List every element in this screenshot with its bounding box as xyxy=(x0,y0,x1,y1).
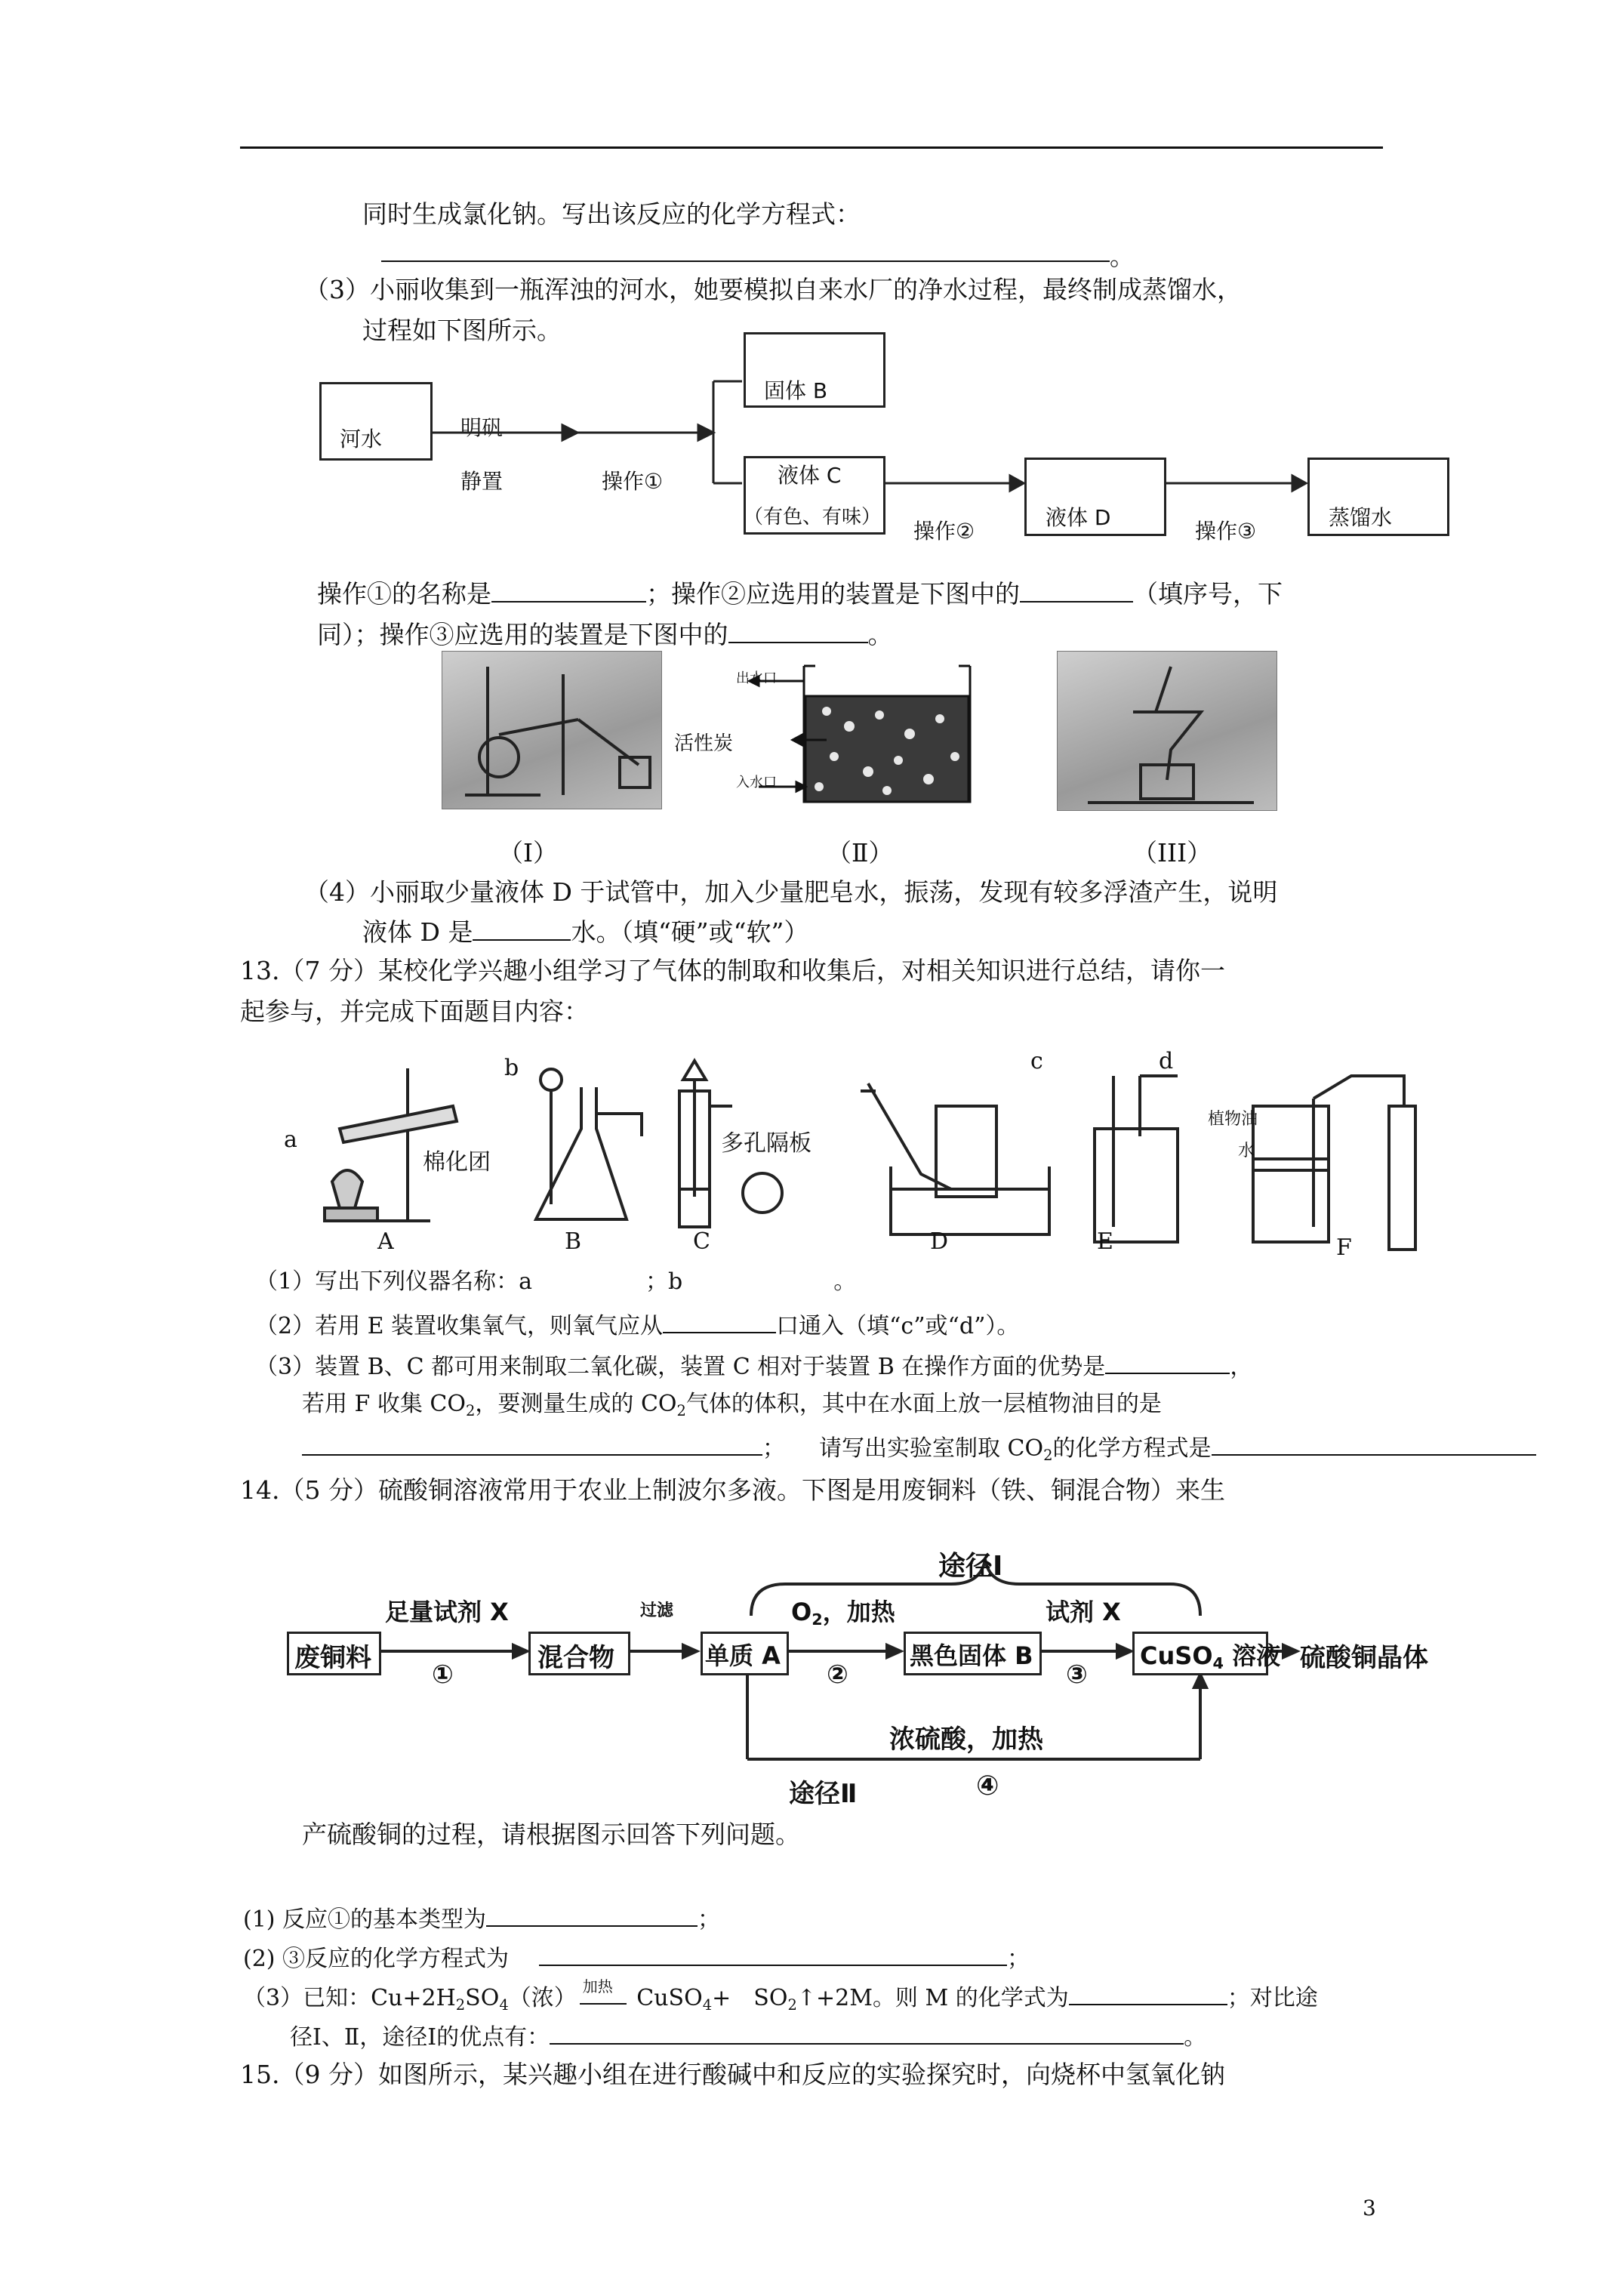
step2-label: ② xyxy=(827,1660,848,1690)
filtration-photo xyxy=(1057,651,1277,811)
q13-sub1 xyxy=(255,1267,856,1297)
q4-line2 xyxy=(362,915,808,949)
so2-text: + SO xyxy=(712,1985,788,2011)
sub2-b: 口通入（填“c”或“d”）。 xyxy=(776,1313,1020,1339)
page-number: 3 xyxy=(1363,2196,1376,2220)
sub3d-blank2[interactable] xyxy=(1212,1430,1536,1456)
q14-sub3-line2-blank[interactable] xyxy=(550,2019,1184,2045)
q14-sub1-blank[interactable] xyxy=(486,1901,698,1927)
fig-A: A xyxy=(377,1228,394,1255)
sub-2: 2 xyxy=(455,1996,466,2014)
sub3c-pre: 若用 F 收集 CO xyxy=(302,1391,466,1417)
sub-2: 2 xyxy=(465,1401,476,1419)
op1-blank[interactable] xyxy=(491,577,646,603)
alum-label: 明矾 xyxy=(460,415,504,440)
q14-sub3-pre: （3）已知：Cu+2H xyxy=(243,1985,456,2011)
ask-op2: ；操作②应选用的装置是下图中的 xyxy=(646,579,1020,609)
q14-sub3-line2 xyxy=(290,2019,1206,2053)
sub3-b: ， xyxy=(1230,1354,1253,1380)
sub2-a: （2）若用 E 装置收集氧气，则氧气应从 xyxy=(255,1313,664,1339)
sub3c-post: 气体的体积，其中在水面上放一层植物油目的是 xyxy=(685,1391,1162,1417)
q3-ask2 xyxy=(317,618,893,652)
o2heat-label xyxy=(791,1593,895,1629)
q14-sub3-line2-b: 。 xyxy=(1184,2024,1207,2051)
liquidD-label: 液体 D xyxy=(1046,505,1111,530)
step4-label: ④ xyxy=(976,1771,999,1801)
q3-ask1 xyxy=(317,577,1283,611)
q14-sub3-rest: ↑+2M。则 M 的化学式为 xyxy=(796,1985,1069,2011)
o2-text: O xyxy=(791,1598,812,1626)
reagentX-label: 足量试剂 X xyxy=(385,1598,509,1626)
q14-sub2-blank[interactable] xyxy=(539,1940,1007,1966)
q4-line1: （4）小丽取少量液体 D 于试管中，加入少量肥皂水，振荡，发现有较多浮渣产生，说明 xyxy=(304,877,1278,907)
q3-line1: （3）小丽收集到一瓶浑浊的河水，她要模拟自来水厂的净水过程，最终制成蒸馏水， xyxy=(304,275,1242,304)
sub3c-mid: ，要测量生成的 CO xyxy=(475,1391,677,1417)
reagentX2-label: 试剂 X xyxy=(1046,1598,1121,1626)
label-d: d xyxy=(1159,1048,1174,1074)
op3-blank[interactable] xyxy=(728,618,868,643)
label-c: c xyxy=(1030,1048,1043,1074)
period: 。 xyxy=(1110,242,1135,271)
ask-end: 。 xyxy=(867,620,893,649)
op2-label: 操作② xyxy=(913,519,975,544)
label-b: b xyxy=(504,1055,519,1081)
sub1-a: （1）写出下列仪器名称：a xyxy=(255,1268,532,1295)
q4-blank[interactable] xyxy=(473,915,571,941)
q14-sub1-a: (1) 反应①的基本类型为 xyxy=(243,1906,487,1933)
q14-sub3-blank[interactable] xyxy=(1069,1980,1227,2005)
q15-line1: 15.（9 分）如图所示，某兴趣小组在进行酸碱中和反应的实验探究时，向烧杯中氢氧化钠 xyxy=(240,2060,1225,2089)
fig-B: B xyxy=(565,1228,582,1255)
cuso4-label xyxy=(1140,1637,1280,1672)
op2-blank[interactable] xyxy=(1020,577,1133,603)
sub2-blank[interactable] xyxy=(663,1308,776,1333)
label-III: （III） xyxy=(1132,838,1212,868)
sub3-blank[interactable] xyxy=(1105,1348,1230,1374)
ask-op3: 同）；操作③应选用的装置是下图中的 xyxy=(317,620,728,649)
label-II: （Ⅱ） xyxy=(827,838,894,868)
inlet-label: 入水口 xyxy=(736,775,777,791)
distillation-sketch xyxy=(442,652,661,809)
sub3d-post: 的化学方程式是 xyxy=(1052,1435,1212,1462)
op3-label: 操作③ xyxy=(1195,519,1257,544)
water-label: 水 xyxy=(1238,1142,1255,1160)
step1-label: ① xyxy=(432,1660,454,1690)
q14-sub1-b: ； xyxy=(698,1906,721,1933)
mixture-label: 混合物 xyxy=(537,1643,614,1673)
sub-4: 4 xyxy=(499,1996,509,2014)
q4-text-a: 液体 D 是 xyxy=(362,917,473,947)
q14-sub2-a: (2) ③反应的化学方程式为 xyxy=(243,1946,510,1972)
porous-label: 多孔隔板 xyxy=(721,1130,812,1157)
cuso4-text: CuSO xyxy=(1140,1641,1213,1670)
q14-sub1 xyxy=(243,1901,720,1935)
q14-sub2 xyxy=(243,1940,1030,1974)
cont-line: 同时生成氯化钠。写出该反应的化学方程式： xyxy=(362,199,861,229)
distillation-photo xyxy=(442,651,662,809)
activated-carbon-label: 活性炭 xyxy=(674,732,734,755)
heat-text: ，加热 xyxy=(822,1598,895,1626)
fig-F: F xyxy=(1336,1234,1352,1261)
q14-sub3 xyxy=(243,1977,1318,2020)
step3-label: ③ xyxy=(1066,1660,1088,1690)
q14-sub3-line2-a: 径Ⅰ、Ⅱ，途径Ⅰ的优点有： xyxy=(290,2024,550,2051)
cotton-label: 棉化团 xyxy=(423,1149,491,1176)
blackB-label: 黑色固体 B xyxy=(910,1641,1033,1670)
q4-text-b: 水。（填“硬”或“软”） xyxy=(571,917,809,947)
filter-label: 过滤 xyxy=(640,1601,674,1620)
q13-sub3 xyxy=(255,1348,1252,1382)
river-label: 河水 xyxy=(340,427,383,451)
elementA-label: 单质 A xyxy=(705,1641,781,1670)
solidB-label: 固体 B xyxy=(764,378,828,403)
carbon-filter-figure xyxy=(736,651,978,809)
q13-line1: 13.（7 分）某校化学兴趣小组学习了气体的制取和收集后，对相关知识进行总结，请你一 xyxy=(240,956,1225,985)
sub3d-blank[interactable] xyxy=(302,1430,762,1456)
scrap-label: 废铜料 xyxy=(294,1643,371,1673)
q14-line2: 产硫酸铜的过程，请根据图示回答下列问题。 xyxy=(302,1820,800,1849)
liquidC-label: 液体 C xyxy=(778,463,842,488)
q14-sub2-b: ； xyxy=(1007,1946,1030,1972)
q13-sub3d xyxy=(302,1430,1536,1471)
q13-sub3c xyxy=(302,1389,1162,1426)
distilled-label: 蒸馏水 xyxy=(1329,505,1393,530)
conc-label: 浓硫酸，加热 xyxy=(889,1724,1043,1755)
crystal-label: 硫酸铜晶体 xyxy=(1300,1643,1428,1673)
q14-line1: 14.（5 分）硫酸铜溶液常用于农业上制波尔多液。下图是用废铜料（铁、铜混合物）来生 xyxy=(240,1475,1225,1505)
ask-fill: （填序号，下 xyxy=(1133,579,1283,609)
solution-text: 溶液 xyxy=(1224,1641,1281,1670)
sub-4: 4 xyxy=(1212,1654,1224,1673)
sub-4: 4 xyxy=(702,1996,713,2014)
label-I: （Ⅰ） xyxy=(498,838,559,868)
outlet-label: 出水口 xyxy=(736,670,777,686)
sub-2: 2 xyxy=(812,1610,823,1629)
liquidC-sub: （有色、有味） xyxy=(744,506,882,529)
sub-2: 2 xyxy=(676,1401,686,1419)
flow-arrows xyxy=(0,0,1623,604)
fig-C: C xyxy=(693,1228,710,1255)
route2-label: 途径Ⅱ xyxy=(789,1779,858,1809)
sub-2: 2 xyxy=(1043,1446,1053,1464)
ask-op1: 操作①的名称是 xyxy=(317,579,491,609)
fig-D: D xyxy=(930,1228,949,1255)
route1-label: 途径Ⅰ xyxy=(938,1551,1003,1582)
q3-line2: 过程如下图所示。 xyxy=(362,316,562,345)
cuso4-prod: CuSO xyxy=(629,1985,703,2011)
sub3-a: （3）装置 B、C 都可用来制取二氧化碳，装置 C 相对于装置 B 在操作方面的优势是 xyxy=(255,1354,1106,1380)
settle-label: 静置 xyxy=(460,469,504,494)
filtration-sketch xyxy=(1058,652,1277,810)
q13-line2: 起参与，并完成下面题目内容： xyxy=(240,997,589,1026)
label-a: a xyxy=(284,1126,297,1153)
conc-text: （浓） xyxy=(508,1985,577,2011)
heat-over: 加热 xyxy=(582,1977,613,1996)
q13-sub2 xyxy=(255,1308,1019,1342)
op1-label: 操作① xyxy=(602,469,664,494)
oil-label: 植物油 xyxy=(1208,1110,1258,1129)
sub1-c: 。 xyxy=(833,1268,857,1295)
fig-E: E xyxy=(1097,1228,1113,1255)
sub1-b: ；b xyxy=(645,1268,683,1295)
so4-text: SO xyxy=(465,1985,500,2011)
sub-2: 2 xyxy=(787,1996,797,2014)
sub3d-mid: ； 请写出实验室制取 CO xyxy=(762,1435,1044,1462)
q14-sub3-end: ；对比途 xyxy=(1227,1985,1318,2011)
